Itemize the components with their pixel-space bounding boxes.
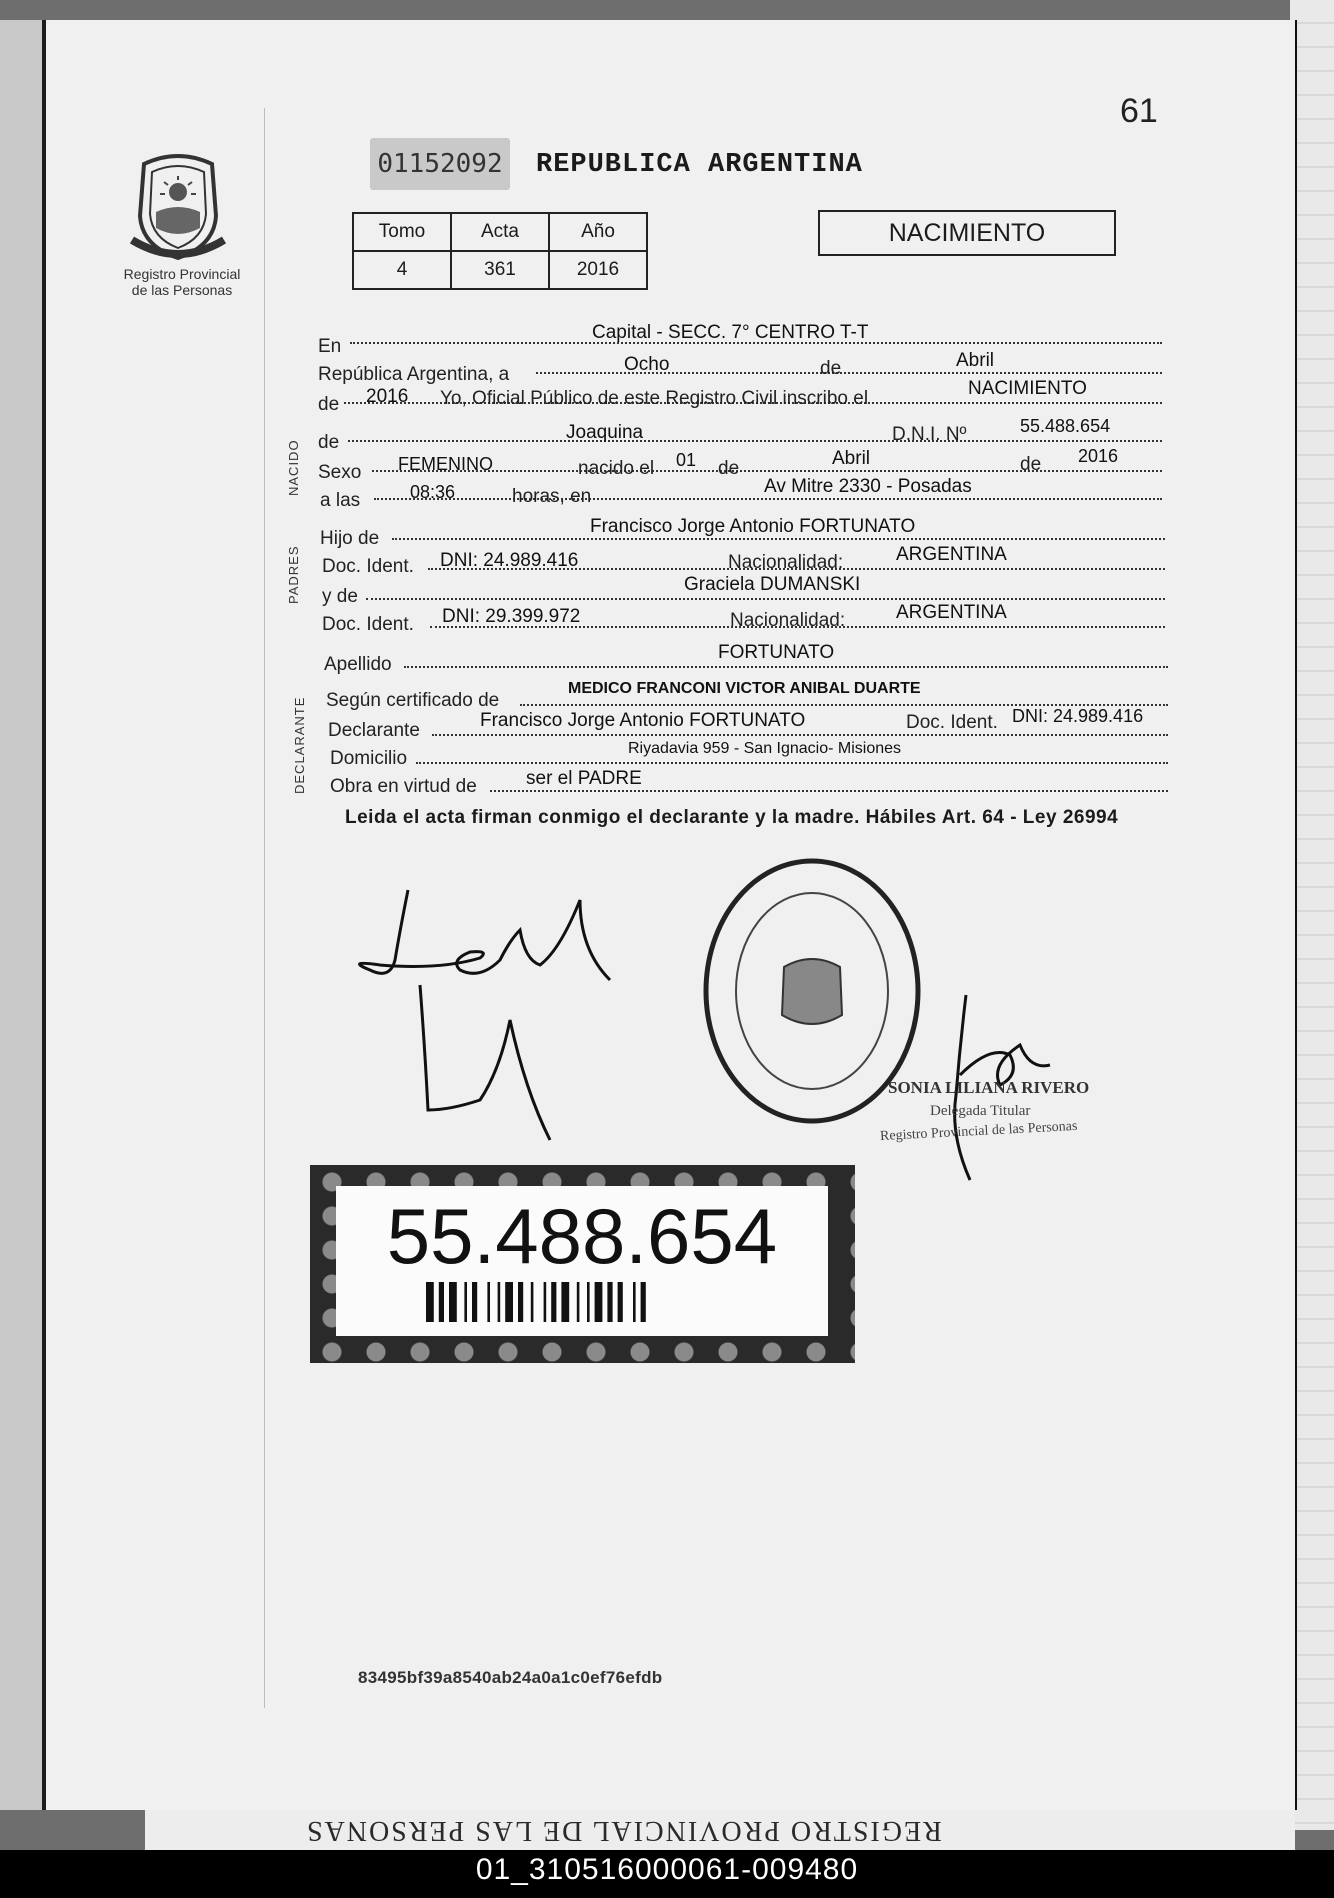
label-dni: D.N.I. Nº [892, 424, 967, 445]
record-table [352, 212, 648, 290]
value-dia-nacimiento: 01 [676, 450, 697, 470]
country-title: REPUBLICA ARGENTINA [536, 150, 863, 180]
rule-padre [392, 538, 1165, 540]
value-doc-madre: DNI: 29.399.972 [442, 606, 581, 627]
barcode-bar [633, 1282, 636, 1322]
header-tomo: Tomo [353, 213, 451, 251]
value-acta: 361 [451, 251, 549, 289]
barcode-bar [505, 1282, 513, 1322]
dni-label-number: 55.488.654 [386, 1192, 778, 1280]
barcode-bar [487, 1282, 490, 1322]
label-doc-madre: Doc. Ident. [322, 614, 414, 635]
record-table-value-row [353, 251, 647, 289]
value-doc-declarante: DNI: 24.989.416 [1012, 706, 1144, 726]
barcode-bar [618, 1282, 623, 1322]
barcode-bar [426, 1282, 434, 1322]
footer-code: 01_310516000061-009480 [475, 1853, 859, 1886]
value-doc-padre: DNI: 24.989.416 [440, 550, 579, 571]
official-office: Registro Provincial de las Personas [879, 1118, 1078, 1145]
barcode-bar [439, 1282, 444, 1322]
registry-label-line-2: de las Personas [131, 282, 233, 298]
section-label-born: NACIDO [286, 439, 301, 496]
page-number: 61 [1120, 92, 1158, 130]
rule-domicilio [416, 762, 1168, 764]
value-nacionalidad-padre: ARGENTINA [896, 544, 1007, 565]
barcode-bar [561, 1282, 569, 1322]
label-en: En [318, 336, 342, 357]
left-page-edge [0, 20, 48, 1810]
province-coat-of-arms-icon [124, 146, 232, 264]
label-y-de: y de [322, 586, 358, 607]
label-de-nombre: de [318, 432, 340, 453]
barcode-bar [595, 1282, 603, 1322]
barcode-bar [544, 1282, 547, 1322]
barcode-bar [551, 1282, 556, 1322]
header-ano: Año [549, 213, 647, 251]
value-mes: Abril [956, 350, 995, 371]
barcode-bar [498, 1282, 501, 1322]
value-apellido: FORTUNATO [718, 642, 835, 663]
label-de-ano-nacimiento: de [1020, 454, 1042, 475]
label-apellido: Apellido [324, 654, 392, 675]
value-tomo: 4 [353, 251, 451, 289]
label-nacido: nacido el [578, 458, 655, 479]
value-dni: 55.488.654 [1020, 416, 1111, 436]
label-domicilio: Domicilio [330, 748, 408, 769]
value-domicilio: Riyadavia 959 - San Ignacio- Misiones [628, 740, 902, 757]
page-spine [42, 20, 46, 1810]
value-madre: Graciela DUMANSKI [684, 574, 861, 595]
label-sexo: Sexo [318, 462, 362, 483]
value-padre: Francisco Jorge Antonio FORTUNATO [590, 516, 916, 537]
registry-label-line-1: Registro Provincial [123, 266, 241, 282]
value-lugar: Capital - SECC. 7° CENTRO T-T [592, 322, 869, 343]
rule-nombre [348, 440, 1162, 442]
rule-hora [374, 498, 1162, 500]
value-nacionalidad-madre: ARGENTINA [896, 602, 1007, 623]
barcode-bar [472, 1282, 477, 1322]
value-sexo: FEMENINO [398, 454, 494, 474]
value-ano: 2016 [366, 386, 409, 407]
value-hora: 08:36 [410, 482, 456, 502]
document-hash: 83495bf39a8540ab24a0a1c0ef76efdb [358, 1668, 663, 1687]
closing-statement: Leida el acta firman conmigo el declarante y la madre. Hábiles Art. 64 - Ley 26994 [345, 807, 1119, 828]
record-table-header-row [353, 213, 647, 251]
label-de-ano: de [318, 394, 340, 415]
label-obra-en-virtud: Obra en virtud de [330, 776, 477, 797]
underlying-sheet-bottom [145, 1810, 1295, 1850]
registry-label [108, 266, 256, 298]
barcode-bar [587, 1282, 590, 1322]
label-hora: a las [320, 490, 361, 511]
barcode-bar [464, 1282, 467, 1322]
label-de-mes-nacimiento: de [718, 458, 740, 479]
label-horas-en: horas, en [512, 486, 592, 507]
label-inscribo: Yo, Oficial Público de este Registro Civil inscribo el [440, 388, 869, 409]
value-inscribo: NACIMIENTO [968, 378, 1087, 399]
barcode-bar [577, 1282, 580, 1322]
underlying-sheet-text: REGISTRO PROVINCIAL DE LAS PERSONAS [305, 1815, 942, 1846]
rule-apellido [404, 666, 1168, 668]
serial-number: 01152092 [370, 138, 510, 190]
barcode-bar [449, 1282, 457, 1322]
dni-barcode [426, 1282, 746, 1322]
label-doc-declarante: Doc. Ident. [906, 712, 998, 733]
header-acta: Acta [451, 213, 549, 251]
label-doc-padre: Doc. Ident. [322, 556, 414, 577]
value-certificado: MEDICO FRANCONI VICTOR ANIBAL DUARTE [568, 680, 921, 697]
label-republica: República Argentina, a [318, 364, 510, 385]
official-role: Delegada Titular [930, 1103, 1031, 1119]
label-nacionalidad-padre: Nacionalidad: [728, 552, 844, 573]
rule-declarante [432, 734, 1168, 736]
barcode-bar [518, 1282, 523, 1322]
label-hijo-de: Hijo de [320, 528, 380, 549]
label-nacionalidad-madre: Nacionalidad: [730, 610, 846, 631]
value-dia: Ocho [624, 354, 670, 375]
label-de-mes: de [820, 358, 842, 379]
section-label-parents: PADRES [286, 545, 301, 604]
value-ano: 2016 [549, 251, 647, 289]
label-declarante: Declarante [328, 720, 420, 741]
section-label-declarant: DECLARANTE [292, 696, 307, 794]
barcode-bar [641, 1282, 646, 1322]
rule-virtud [490, 790, 1168, 792]
act-type-box: NACIMIENTO [818, 210, 1116, 256]
declarant-signature [350, 870, 630, 1170]
label-certificado: Según certificado de [326, 690, 500, 711]
official-name: SONIA LILIANA RIVERO [888, 1078, 1090, 1097]
rule-madre [366, 598, 1165, 600]
value-ano-nacimiento: 2016 [1078, 446, 1119, 466]
value-nombre: Joaquina [566, 422, 644, 443]
value-mes-nacimiento: Abril [832, 448, 871, 469]
value-lugar-nacimiento: Av Mitre 2330 - Posadas [764, 476, 972, 497]
barcode-bar [607, 1282, 612, 1322]
barcode-bar [531, 1282, 534, 1322]
value-obra-en-virtud: ser el PADRE [526, 768, 642, 789]
value-declarante: Francisco Jorge Antonio FORTUNATO [480, 710, 806, 731]
